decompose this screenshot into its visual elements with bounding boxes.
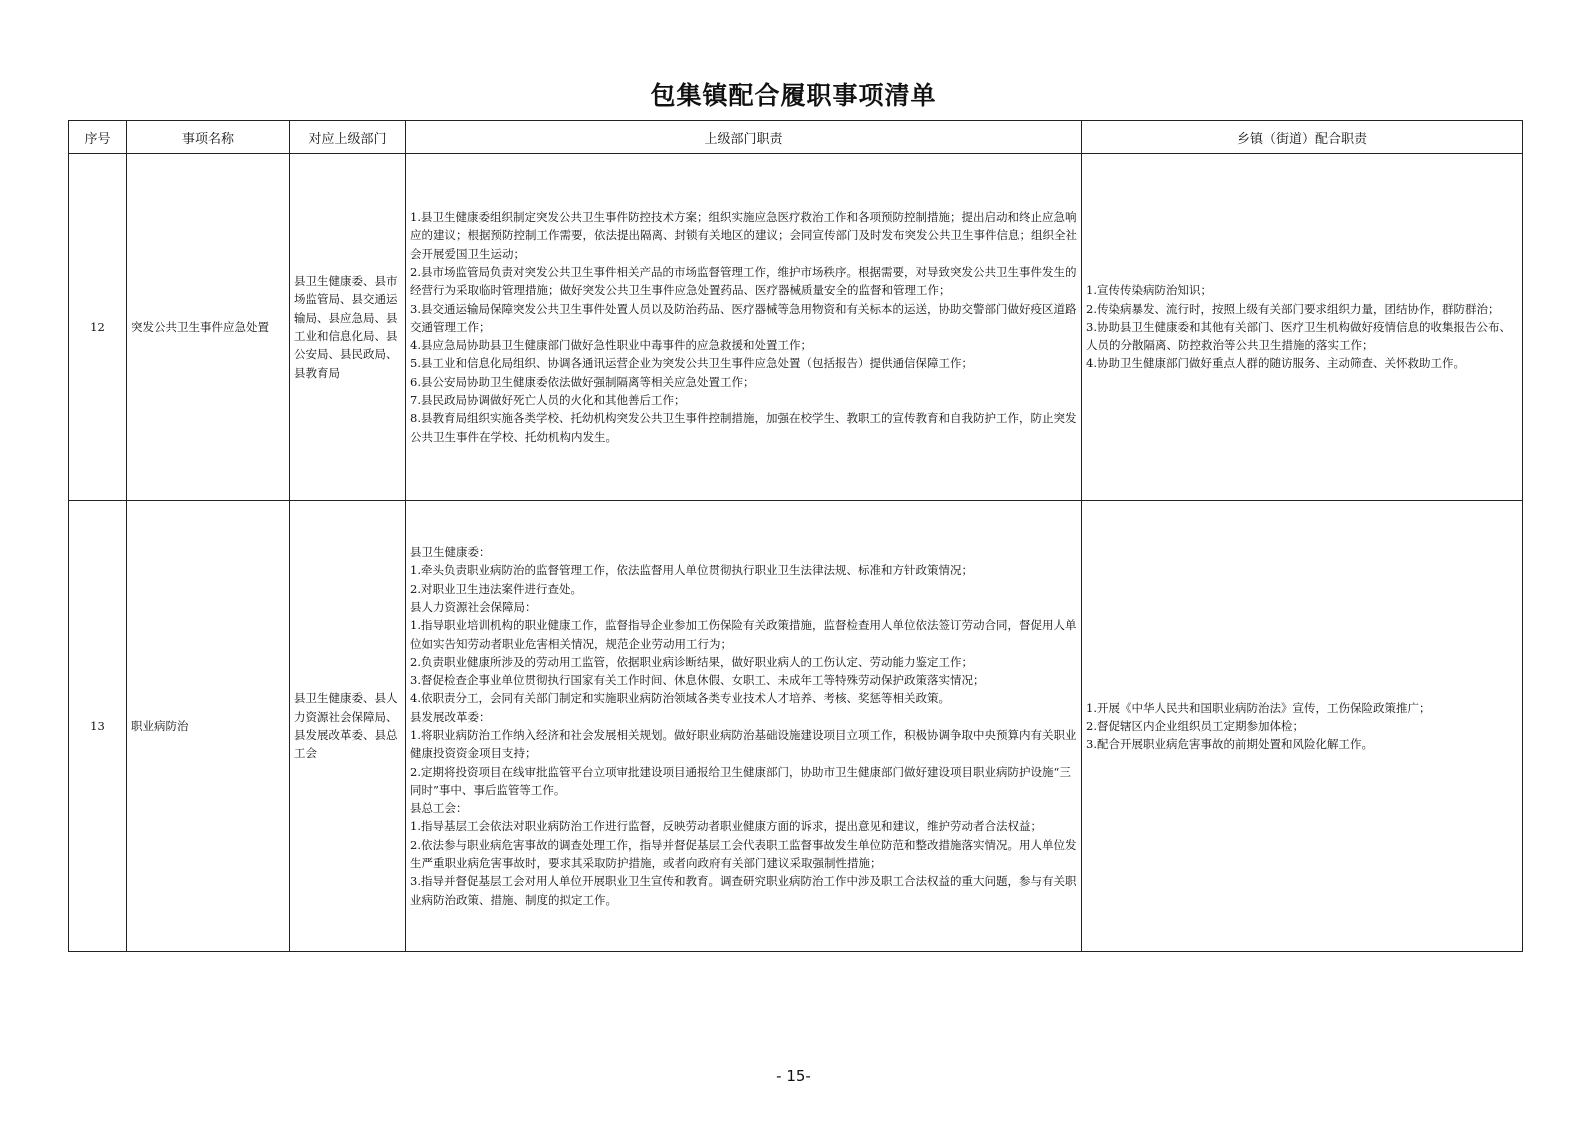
page-number: - 15- [776, 1067, 811, 1085]
duty-table [68, 120, 1523, 952]
row-town-duties [1082, 501, 1523, 952]
row-item-name: 职业病防治 [127, 501, 290, 952]
header-duties: 上级部门职责 [406, 121, 1082, 154]
duty-line: 2.定期将投资项目在线审批监管平台立项审批建设项目通报给卫生健康部门，协助市卫生健康部门做好建设项目职业病防护设施“三同时”事中、事后监管等工作。 [410, 764, 1071, 797]
duty-line: 1.指导基层工会依法对职业病防治工作进行监督，反映劳动者职业健康方面的诉求，提出意见和建议，维护劳动者合法权益； [410, 819, 1042, 834]
duty-line: 3.指导并督促基层工会对用人单位开展职业卫生宣传和教育。调查研究职业病防治工作中涉及职工合法权益的重大问题，参与有关职业病防治政策、措施、制度的拟定工作。 [410, 874, 1077, 907]
row-depts: 县卫生健康委、县市场监管局、县交通运输局、县应急局、县工业和信息化局、县公安局、县民政局、县教育局 [290, 154, 406, 501]
table-row [69, 154, 1523, 501]
town-duty-line: 3.配合开展职业病危害事故的前期处置和风险化解工作。 [1086, 737, 1373, 752]
row-duties [406, 501, 1082, 952]
header-seq: 序号 [69, 121, 127, 154]
duty-line: 2.负责职业健康所涉及的劳动用工监管，依据职业病诊断结果，做好职业病人的工伤认定、劳动能力鉴定工作； [410, 654, 973, 669]
row-seq: 12 [69, 154, 127, 501]
duty-line: 4.依职责分工，会同有关部门制定和实施职业病防治领域各类专业技术人才培养、考核、奖惩等相关政策。 [410, 691, 950, 706]
duty-line: 1.牵头负责职业病防治的监督管理工作，依法监督用人单位贯彻执行职业卫生法律法规、标准和方针政策情况； [410, 563, 973, 578]
duty-line: 8.县教育局组织实施各类学校、托幼机构突发公共卫生事件控制措施，加强在校学生、教职工的宣传教育和自我防护工作，防止突发公共卫生事件在学校、托幼机构内发生。 [410, 411, 1077, 444]
duty-line: 县人力资源社会保障局： [410, 599, 537, 614]
duty-line: 县总工会： [410, 801, 468, 816]
town-duty-line: 1.开展《中华人民共和国职业病防治法》宣传，工伤保险政策推广； [1086, 700, 1431, 715]
town-duty-line: 2.督促辖区内企业组织员工定期参加体检； [1086, 718, 1304, 733]
row-duties [406, 154, 1082, 501]
header-town-duties: 乡镇（街道）配合职责 [1082, 121, 1523, 154]
duty-line: 2.县市场监管局负责对突发公共卫生事件相关产品的市场监督管理工作，维护市场秩序。根据需要，对导致突发公共卫生事件发生的经营行为采取临时管理措施；做好突发公共卫生事件应急处置药品、医疗器械质量安全的监督和管理工作； [410, 264, 1077, 298]
duty-line: 2.对职业卫生违法案件进行查处。 [410, 581, 582, 596]
header-item-name: 事项名称 [127, 121, 290, 154]
duty-line: 县发展改革委： [410, 709, 491, 724]
town-duty-line: 1.宣传传染病防治知识； [1086, 283, 1212, 298]
row-town-duties [1082, 154, 1523, 501]
town-duty-line: 3.协助县卫生健康委和其他有关部门、医疗卫生机构做好疫情信息的收集报告公布、人员的分散隔离、防控救治等公共卫生措施的落实工作； [1086, 319, 1511, 353]
duty-line: 4.县应急局协助县卫生健康部门做好急性职业中毒事件的应急救援和处置工作； [410, 338, 812, 353]
duty-line: 2.依法参与职业病危害事故的调查处理工作，指导并督促基层工会代表职工监督事故发生单位防范和整改措施落实情况。用人单位发生严重职业病危害事故时，要求其采取防护措施，或者向政府有关部门建议采取强制性措施； [410, 837, 1077, 871]
duty-line: 3.督促检查企事业单位贯彻执行国家有关工作时间、休息休假、女职工、未成年工等特殊劳动保护政策落实情况； [410, 673, 985, 688]
table-row [69, 501, 1523, 952]
header-dept: 对应上级部门 [290, 121, 406, 154]
duty-line: 1.指导职业培训机构的职业健康工作，监督指导企业参加工伤保险有关政策措施，监督检查用人单位依法签订劳动合同，督促用人单位如实告知劳动者职业危害相关情况，规范企业劳动用工行为； [410, 618, 1077, 651]
town-duty-line: 2.传染病暴发、流行时，按照上级有关部门要求组织力量，团结协作，群防群治； [1086, 301, 1500, 316]
row-seq: 13 [69, 501, 127, 952]
duty-line: 1.县卫生健康委组织制定突发公共卫生事件防控技术方案；组织实施应急医疗救治工作和各项预防控制措施；提出启动和终止应急响应的建议；根据预防控制工作需要，依法提出隔离、封锁有关地区的建议；会同宣传部门及时发布突发公共卫生事件信息；组织全社会开展爱国卫生运动； [410, 210, 1077, 261]
duty-line: 1.将职业病防治工作纳入经济和社会发展相关规划。做好职业病防治基础设施建设项目立项工作，积极协调争取中央预算内有关职业健康投资资金项目支持； [410, 728, 1077, 761]
duty-line: 6.县公安局协助卫生健康委依法做好强制隔离等相关应急处置工作； [410, 374, 755, 389]
duty-line: 5.县工业和信息化局组织、协调各通讯运营企业为突发公共卫生事件应急处置（包括报告）提供通信保障工作； [410, 356, 973, 371]
table-header-row [69, 121, 1523, 154]
row-item-name: 突发公共卫生事件应急处置 [127, 154, 290, 501]
duty-line: 7.县民政局协调做好死亡人员的火化和其他善后工作； [410, 393, 686, 408]
page-title: 包集镇配合履职事项清单 [650, 81, 937, 110]
town-duty-line: 4.协助卫生健康部门做好重点人群的随访服务、主动筛查、关怀救助工作。 [1086, 356, 1465, 371]
duty-line: 3.县交通运输局保障突发公共卫生事件处置人员以及防治药品、医疗器械等急用物资和有关标本的运送，协助交警部门做好疫区道路交通管理工作； [410, 301, 1077, 334]
row-depts: 县卫生健康委、县人力资源社会保障局、县发展改革委、县总工会 [290, 501, 406, 952]
duty-line: 县卫生健康委： [410, 545, 491, 560]
